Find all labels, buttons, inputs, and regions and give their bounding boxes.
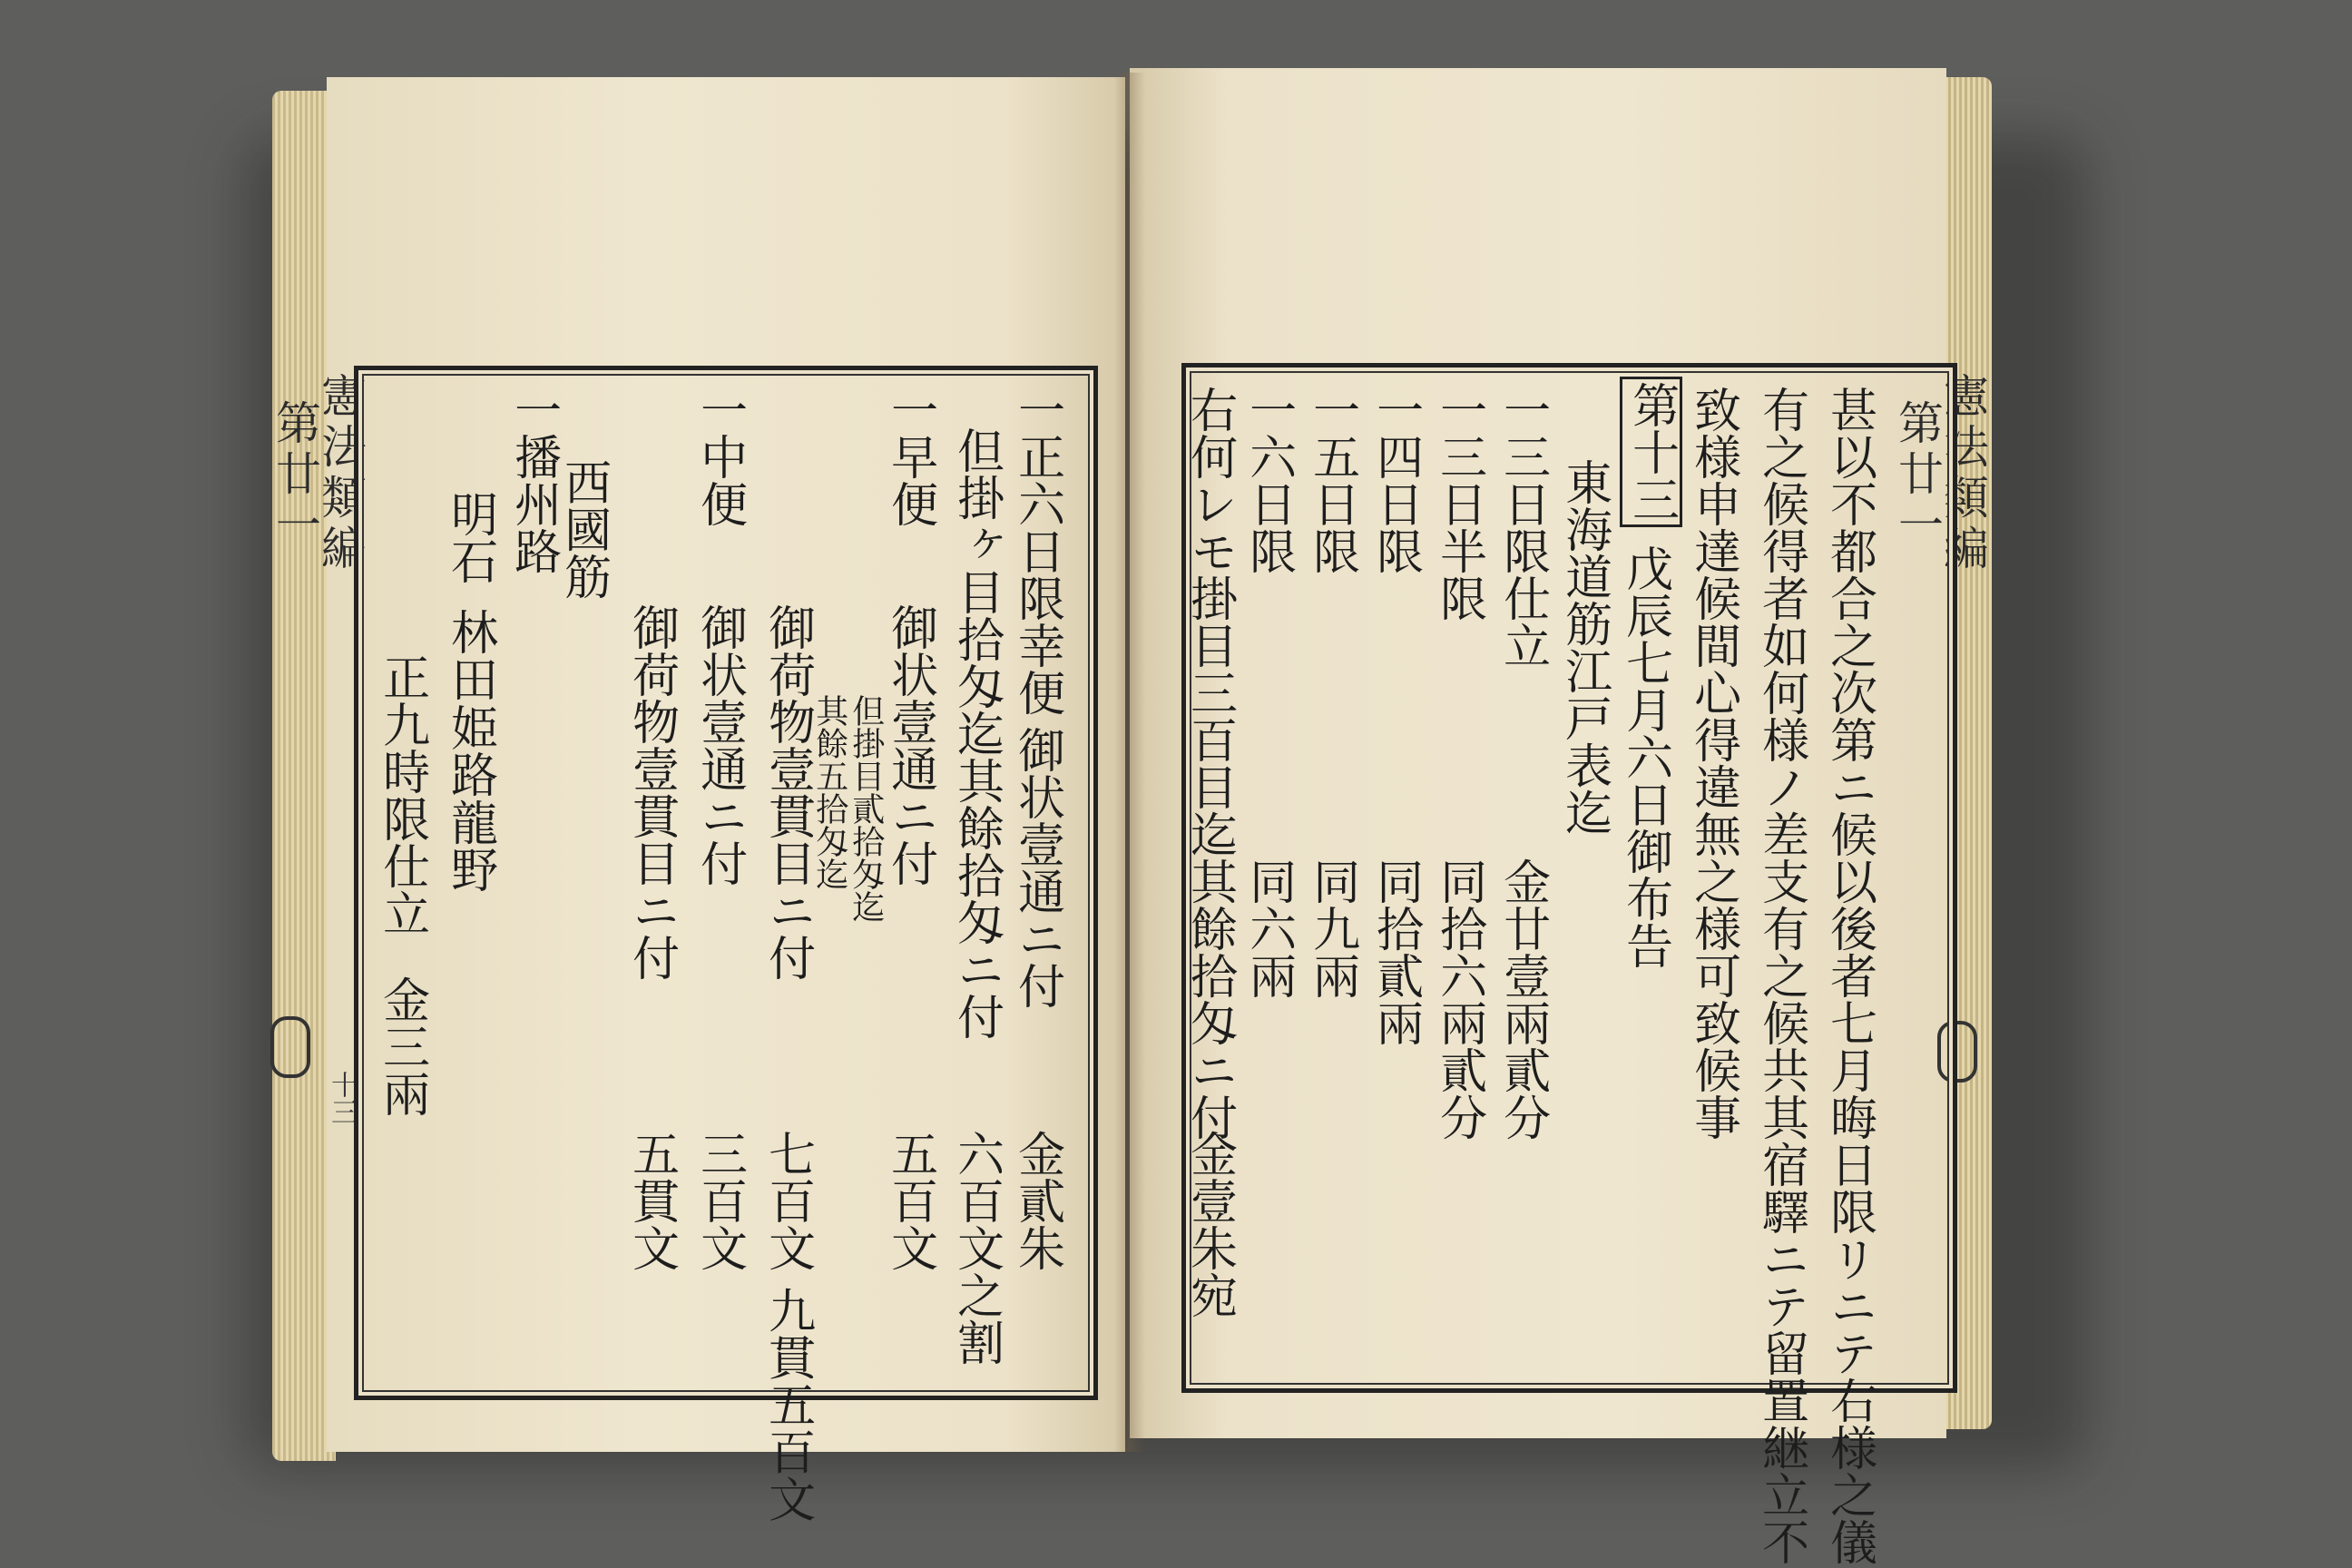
running-title: 憲法類編: [1936, 372, 1989, 575]
running-section: 第廿一: [269, 399, 321, 552]
entry-1-bottom: 御状壹通ニ付: [1009, 726, 1064, 1009]
entry-2-tail: 五百文: [882, 1130, 937, 1271]
rate-3-price: 同拾貳兩: [1367, 858, 1423, 1046]
gutter: [1114, 73, 1145, 1452]
rate-5-label: 一六日限: [1240, 386, 1296, 574]
fish-tail-mark-left: [270, 1016, 310, 1078]
notice-number: [1620, 377, 1682, 527]
entry-2-lower: 御状壹通ニ付: [882, 603, 937, 887]
right-line-3: 致様申達候間心得違無之様可致候事: [1685, 386, 1740, 1141]
right-closing-amount: 金壹朱宛: [1181, 1130, 1237, 1318]
running-section: 第廿一: [1891, 399, 1944, 552]
entry-5-tail: 五貫文: [623, 1130, 679, 1271]
entry-3-note-1: 但掛目貳拾匁迄: [847, 694, 885, 923]
entry-4-tail: 三百文: [691, 1130, 747, 1271]
entry-7-mid: 林田: [442, 608, 497, 702]
right-line-1: 甚以不都合之次第ニ候以後者七月晦日限リニテ右様之儀: [1821, 386, 1877, 1565]
entry-6-top: 一播州路: [505, 386, 561, 574]
notice-date: 戊辰七月六日御布告: [1617, 544, 1672, 969]
rate-4-label: 一五日限: [1304, 386, 1359, 574]
rate-2-label: 一三日半限: [1431, 386, 1486, 622]
entry-3-lower: 御荷物壹貫目ニ付: [760, 603, 815, 981]
right-line-2: 有之候得者如何様ノ差支有之候共其宿驛ニテ留置継立不: [1753, 386, 1808, 1565]
rate-5-price: 同六兩: [1240, 858, 1296, 999]
entry-1-top: 一正六日限幸便: [1009, 386, 1064, 716]
entry-9-top: 正九時限仕立: [374, 653, 429, 936]
entry-8-top: 姫路: [442, 703, 497, 798]
right-closing-line: 右何レモ掛目三百目迄其餘拾匁ニ付: [1181, 386, 1237, 1141]
entry-1-amount: 金貳朱: [1009, 1130, 1064, 1271]
entry-2-note: 但掛ヶ目拾匁迄其餘拾匁ニ付: [948, 426, 1004, 1040]
entry-3-note-2: 其餘五拾匁迄: [810, 694, 848, 890]
entry-9-tail: 金三兩: [374, 975, 429, 1117]
entry-5-lower: 御荷物壹貫目ニ付: [623, 603, 679, 981]
rate-4-price: 同九兩: [1304, 858, 1359, 999]
entry-1-tail: 六百文之割: [948, 1130, 1004, 1366]
rate-1-label: 一三日限仕立: [1494, 386, 1550, 669]
page-number: 十三: [326, 1071, 358, 1125]
entry-7-top: 明石: [442, 490, 497, 584]
notice-number-box: 第十三: [1620, 377, 1682, 527]
rate-3-label: 一四日限: [1367, 386, 1423, 574]
rate-1-price: 金廿壹兩貳分: [1494, 858, 1550, 1141]
entry-2-top: 一早便: [882, 386, 937, 527]
route-heading: 東海道筋江戸表迄: [1556, 458, 1612, 836]
entry-3-tail: 七百文 九貫五百文: [760, 1130, 815, 1523]
left-running-head: [269, 372, 367, 1007]
entry-4-lower: 御状壹通ニ付: [691, 603, 747, 887]
entry-4-top: 一中便: [691, 386, 747, 527]
entry-8-mid: 龍野: [442, 799, 497, 893]
running-title: 憲法類編: [314, 372, 367, 575]
entry-6-sub: 西國筋: [555, 458, 611, 600]
rate-2-price: 同拾六兩貳分: [1431, 858, 1486, 1141]
